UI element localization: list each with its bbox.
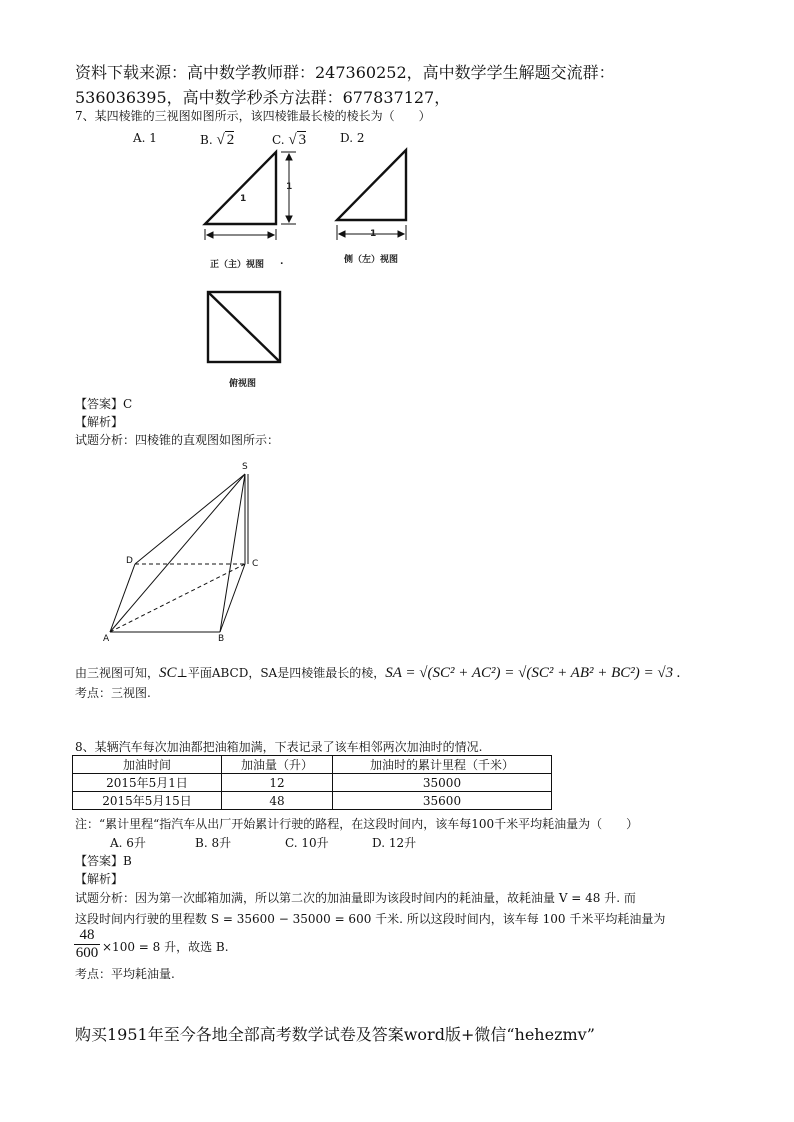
side-view-width-label: 1 [370,229,377,239]
vertex-b: B [218,634,225,644]
table-row [73,792,552,810]
vertex-d: D [126,556,133,566]
q7-solution [75,664,681,682]
table-header-row [73,756,552,774]
q8-answer: 【答案】B [75,854,132,868]
table-cell: 2015年5月15日 [73,792,222,810]
q7-option-b-radicand: 2 [226,132,235,148]
q7-analysis-tag: 【解析】 [75,415,124,429]
front-view-caption-dot: . [280,257,284,267]
q7-option-d: D. 2 [340,131,365,145]
q8-analysis-line-2: 这段时间内行驶的里程数 S = 35600 − 35000 = 600 千米. 所以这段时间内，该车每 100 千米平均耗油量为 [75,912,666,926]
q8-fuel-table [72,755,552,810]
q8-stem: 8、某辆汽车每次加油都把油箱加满，下表记录了该车相邻两次加油时的情况. [75,740,483,754]
q7-option-c-label: C. [272,133,285,147]
table-header-cell: 加油量（升） [222,756,333,774]
q7-answer: 【答案】C [75,397,133,411]
q8-fraction [74,927,100,962]
q8-option-c: C. 10升 [285,836,329,850]
q7-solution-sc: SC [159,665,177,681]
header-line-2: 536036395，高中数学秒杀方法群：677837127， [75,88,451,107]
table-header-cell: 加油时间 [73,756,222,774]
q8-analysis-tag: 【解析】 [75,872,124,886]
q8-fraction-rest: ×100 = 8 升，故选 B. [102,940,229,954]
q8-note: 注：“累计里程“指汽车从出厂开始累计行驶的路程，在这段时间内，该车每100千米平均耗油量为（ ） [75,817,639,831]
q7-option-b-label: B. [200,133,213,147]
front-view-drawing [205,152,296,240]
front-view-height-dim-label: 1 [286,182,293,192]
footer-promo: 购买1951年至今各地全部高考数学试卷及答案word版+微信“hehezmv” [75,1025,595,1044]
q8-option-d: D. 12升 [372,836,417,850]
table-cell: 35600 [333,792,552,810]
pyramid-drawing [110,474,248,632]
top-view-drawing [208,292,280,362]
q7-stem: 7、某四棱锥的三视图如图所示，该四棱锥最长棱的棱长为（ ） [75,109,431,123]
table-row [73,774,552,792]
q8-fraction-denominator: 600 [75,945,99,961]
q8-option-b: B. 8升 [195,836,232,850]
header-line-1: 资料下载来源：高中数学教师群：247360252，高中数学学生解题交流群： [75,63,615,82]
q8-point: 考点：平均耗油量. [75,967,175,981]
q7-option-b: B. √ 2 [200,132,235,148]
vertex-s: S [242,462,248,472]
q7-solution-prefix: 由三视图可知， [75,666,160,680]
q7-option-a: A. 1 [133,131,157,145]
side-view-drawing [337,150,406,240]
table-header-cell: 加油时的累计里程（千米） [333,756,552,774]
top-view-caption: 俯视图 [229,379,257,389]
table-cell: 12 [222,774,333,792]
q8-option-a: A. 6升 [110,836,146,850]
q7-option-c-radicand: 3 [298,132,307,148]
q7-analysis-intro: 试题分析：四棱锥的直观图如图所示： [75,433,280,447]
side-view-caption: 侧（左）视图 [344,255,399,265]
front-view-caption: 正（主）视图 [210,260,265,270]
q7-solution-mid: ⊥平面ABCD，SA是四棱锥最长的棱， [176,666,386,680]
q7-solution-formula: SA = √(SC² + AC²) = √(SC² + AB² + BC²) = √3 . [385,665,681,681]
table-cell: 2015年5月1日 [73,774,222,792]
q8-fraction-numerator: 48 [79,927,95,943]
vertex-c: C [252,559,259,569]
front-view-height-label: 1 [240,194,247,204]
q7-option-c: C. √ 3 [272,132,307,148]
q8-analysis-line-1: 试题分析：因为第一次邮箱加满，所以第二次的加油量即为该段时间内的耗油量，故耗油量 V = 48 升. 而 [75,891,636,905]
q7-point: 考点：三视图. [75,686,151,700]
table-cell: 48 [222,792,333,810]
vertex-a: A [103,634,110,644]
table-cell: 35000 [333,774,552,792]
